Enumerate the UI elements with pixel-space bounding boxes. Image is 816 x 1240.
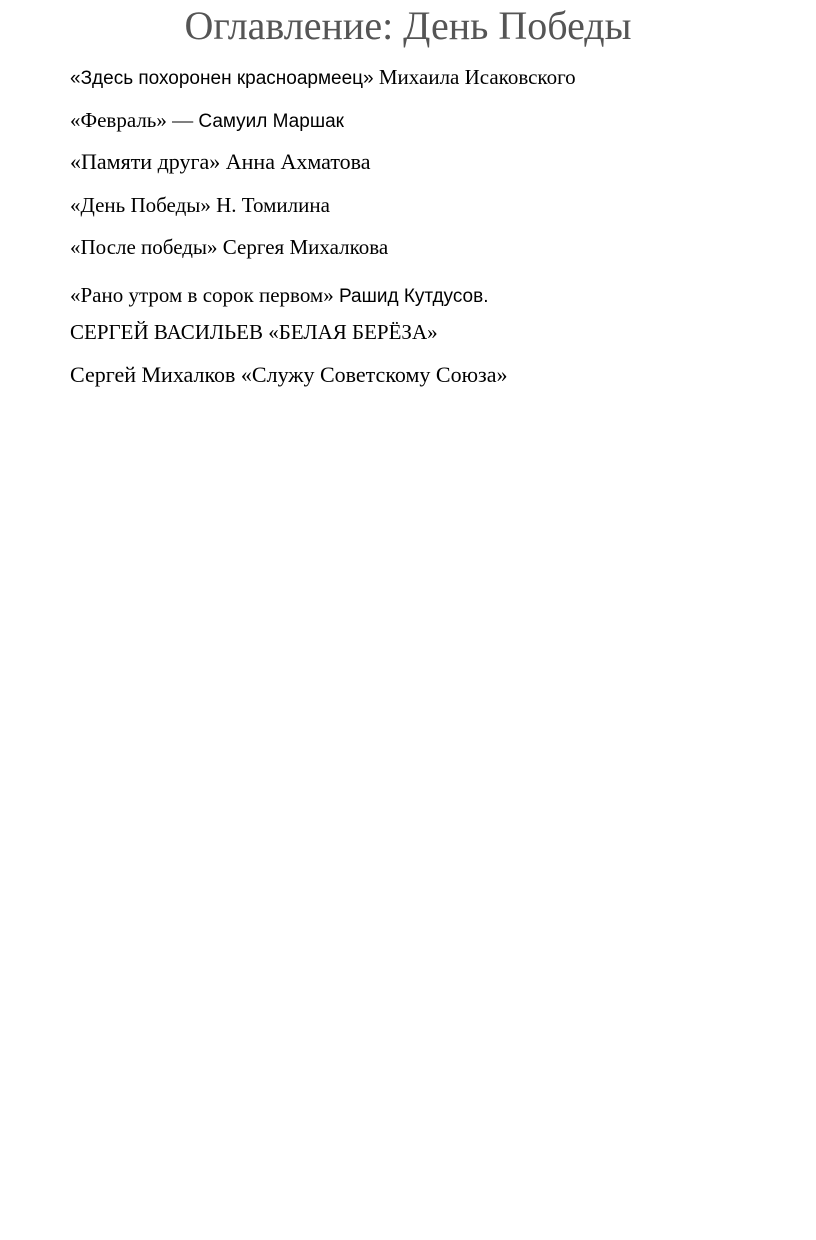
- toc-entry-3-text: «Памяти друга» Анна Ахматова: [70, 149, 371, 174]
- toc-entry-6-author: Рашид Кутдусов.: [338, 286, 489, 307]
- toc-entry-6-poem: «Рано утром в сорок первом»: [70, 283, 339, 307]
- toc-entry-8: [70, 362, 507, 388]
- toc-entry-4-text: «День Победы» Н. Томилина: [70, 193, 330, 217]
- toc-entry-3: [70, 149, 371, 175]
- toc-entry-1-author: Михаила Исаковского: [373, 65, 576, 89]
- toc-entry-6: [70, 282, 488, 310]
- toc-entry-2-poem: «Февраль» —: [70, 108, 199, 132]
- toc-entry-1: [70, 64, 576, 92]
- toc-entry-5: [70, 234, 388, 260]
- page-title: Оглавление: День Победы: [184, 3, 632, 48]
- toc-entry-1-poem: «Здесь похоронен красноармеец»: [70, 68, 374, 89]
- toc-entry-2: [70, 107, 344, 135]
- toc-entry-7: [70, 319, 438, 345]
- toc-entry-7-text: СЕРГЕЙ ВАСИЛЬЕВ «БЕЛАЯ БЕРЁЗА»: [70, 320, 438, 344]
- toc-entry-4: [70, 192, 330, 218]
- toc-entry-2-author: Самуил Маршак: [198, 111, 344, 132]
- toc-entry-8-text: Сергей Михалков «Служу Советскому Союза»: [70, 362, 508, 387]
- toc-entry-5-text: «После победы» Сергея Михалкова: [70, 235, 389, 259]
